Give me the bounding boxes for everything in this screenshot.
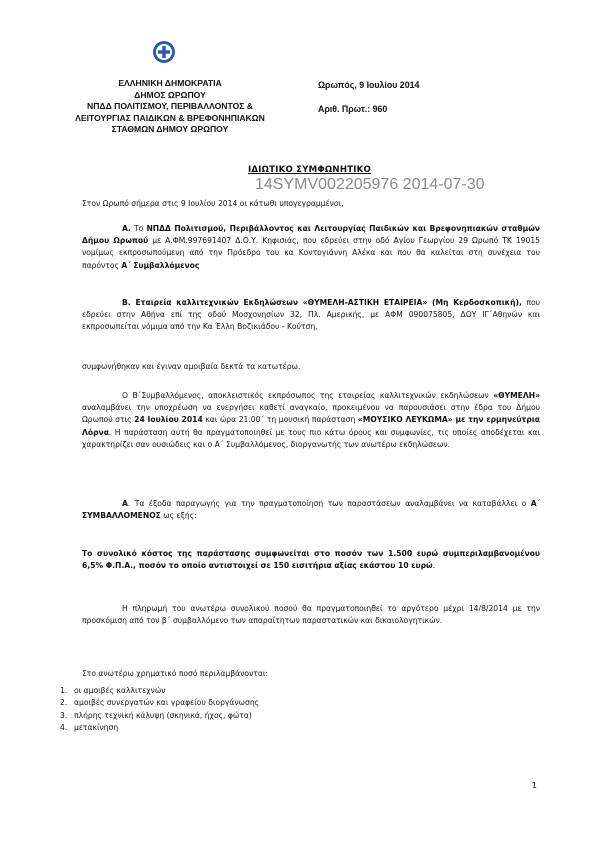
party-a-body: με Α.ΦΜ.997691407 Δ.Ο.Υ. Κηφισιάς, που εδρεύει στην οδό Αγίου Γεωργίου 29 Ωρωπό ΤΚ 19015 νομίμως εκπροσωπούμενη από την Πρόεδρο του κα Κοντογιάννη Αλέκα και που θα καλείται στη συνέχεια του παρόντος	[82, 236, 541, 270]
expenses-text: ως εξής:	[160, 511, 197, 521]
registry-stamp: 14SYMV002205976 2014-07-30	[255, 176, 485, 193]
document-title: ΙΔΙΩΤΙΚΟ ΣΥΜΦΩΝΗΤΙΚΟ	[248, 165, 372, 175]
list-item-text: αμοιβές συνεργατών και γραφείου διοργάνωσης	[74, 698, 260, 708]
party-b-paragraph	[82, 297, 540, 334]
expenses-paragraph	[82, 498, 540, 522]
list-item	[60, 722, 259, 734]
expenses-party: Α΄ ΣΥΜΒΑΛΛΟΜΕΝΟΣ	[82, 499, 540, 521]
list-item-number: 4.	[60, 722, 68, 732]
expenses-text: . Τα έξοδα παραγωγής για την πραγματοποίηση των παραστάσεων αναλαμβάνει να καταβάλλει ο	[127, 499, 531, 508]
included-items-list	[60, 685, 259, 734]
issuer-line: ΣΤΑΘΜΩΝ ΔΗΜΟΥ ΩΡΩΠΟΥ	[111, 124, 229, 134]
intro-text: Στον Ωρωπό σήμερα στις 9 Ιουλίου 2014 οι κάτωθι υπογεγραμμένοι,	[82, 199, 344, 208]
issuer-line: ΕΛΛΗΝΙΚΗ ΔΗΜΟΚΡΑΤΙΑ	[118, 78, 222, 88]
performance-text: Ο Β΄Συμβαλλόμενος, αποκλειστικός εκπρόσωπος της εταιρείας καλλιτεχνικών εκδηλώσεων	[122, 391, 494, 400]
company-name: «ΘΥΜΕΛΗ»	[493, 391, 540, 400]
performance-text: και ώρα 21.00΄ τη μουσική παράσταση	[202, 415, 358, 425]
list-item-text: μετακίνηση	[74, 722, 119, 732]
list-item	[60, 685, 259, 697]
party-a-lead: Το	[130, 224, 147, 233]
place-date: Ωρωπός, 9 Ιουλίου 2014	[318, 80, 420, 90]
intro-paragraph	[82, 198, 540, 210]
agreed-paragraph	[82, 361, 540, 373]
list-item	[60, 710, 259, 722]
list-item	[60, 697, 259, 709]
payment-paragraph	[82, 603, 540, 627]
cost-text: Το συνολικό κόστος της παράστασης συμφωνείται στο ποσόν των 1.500 ευρώ συμπεριλαμβανομένου 6,5% Φ.Π.Α., ποσόν το οποίο αντιστοιχεί σε 150 εισιτήρια αξίας εκάστου 10 ευρώ	[82, 549, 540, 571]
list-item-number: 1.	[60, 686, 68, 695]
expenses-letter: Α	[122, 499, 128, 508]
issuer-line: ΔΗΜΟΣ ΩΡΩΠΟΥ	[134, 89, 206, 100]
party-a-paragraph	[82, 223, 540, 272]
list-item-number: 3.	[60, 710, 68, 720]
list-item-text: πλήρης τεχνική κάλυψη (σκηνικά, ήχος, φώτα)	[74, 710, 252, 720]
protocol-number: Αριθ. Πρωτ.: 960	[318, 104, 388, 114]
includes-intro	[82, 668, 540, 680]
performance-title: «ΜΟΥΣΙΚΟ ΛΕΥΚΩΜΑ» με την ερμηνεύτρια Λόρνα	[82, 415, 540, 437]
party-b-letter: Β.	[122, 298, 131, 307]
agreed-text: συμφωνήθηκαν και έγιναν αμοιβαία δεκτά τα κατωτέρω.	[82, 362, 301, 371]
issuer-block	[40, 78, 300, 136]
cost-paragraph: Το συνολικό κόστος της παράστασης συμφωνείται στο ποσόν των 1.500 ευρώ συμπεριλαμβανομένου 6,5% Φ.Π.Α., ποσόν το οποίο αντιστοιχεί σε 150 εισιτήρια αξίας εκάστου 10 ευρώ.	[82, 549, 540, 571]
performance-paragraph	[82, 390, 540, 451]
document-meta	[318, 80, 419, 128]
party-a-name: ΝΠΔΔ Πολιτισμού, Περιβάλλοντος και Λειτουργίας Παιδικών και Βρεφονηπιακών σταθμών Δήμου Ωρωπού	[82, 224, 540, 246]
list-item-text: οι αμοιβές καλλιτεχνών	[74, 686, 166, 695]
issuer-line: ΝΠΔΔ ΠΟΛΙΤΙΣΜΟΥ, ΠΕΡΙΒΑΛΛΟΝΤΟΣ &	[86, 101, 254, 111]
party-a-letter: Α.	[122, 224, 131, 233]
performance-date: 24 Ιουλίου 2014	[134, 415, 203, 425]
party-a-role: Α΄ Συμβαλλόμενος	[121, 260, 200, 270]
page-number: 1	[531, 781, 537, 790]
issuer-line: ΛΕΙΤΟΥΡΓΙΑΣ ΠΑΙΔΙΚΩΝ & ΒΡΕΦΟΝΗΠΙΑΚΩΝ	[75, 112, 265, 123]
party-b-body: που εδρεύει στην Αθήνα επί της οδού Μοσχονησίων 32, Πλ. Αμερικής, με ΑΦΜ 090075805, ΔΟΥ ΙΓ΄Αθηνών και εκπροσωπείται νόμιμα από την Κα Έλλη Βοζικιάδου - Κούτση,	[82, 298, 540, 332]
performance-text: αναλαμβάνει την υποχρέωση να ενεργήσει καθετί αναγκαίο, προκειμένου να παρουσιάσει στην έδρα του Δήμου Ωρωπού στις	[82, 403, 540, 425]
list-item-number: 2.	[60, 698, 68, 708]
greek-emblem-icon	[152, 40, 176, 64]
performance-text: . Η παράσταση αυτή θα πραγματοποιηθεί με τους πιο κάτω όρους και συμφωνίες, τις οποίες αποδέχεται και χαρακτηρίζει σαν ουσιώδεις και ο Α΄ Συμβαλλόμενος, διοργανωτής των ανωτέρω εκδηλώσεων.	[82, 427, 540, 449]
party-b-name: Εταιρεία καλλιτεχνικών Εκδηλώσεων «ΘΥΜΕΛΗ-ΑΣΤΙΚΗ ΕΤΑΙΡΕΙΑ» (Μη Κερδοσκοπική),	[130, 298, 522, 307]
payment-text: Η πληρωμή του ανωτέρω συνολικού ποσού θα πραγματοποιηθεί το αργότερο μέχρι 14/8/2014 με την προσκόμιση από τον β΄ συμβαλλόμενο των απαραίτητων παραστατικών και δικαιολογητικών.	[82, 604, 540, 626]
includes-intro-text: Στο ανωτέρω χρηματικό ποσό περιλαμβάνονται:	[82, 669, 269, 678]
